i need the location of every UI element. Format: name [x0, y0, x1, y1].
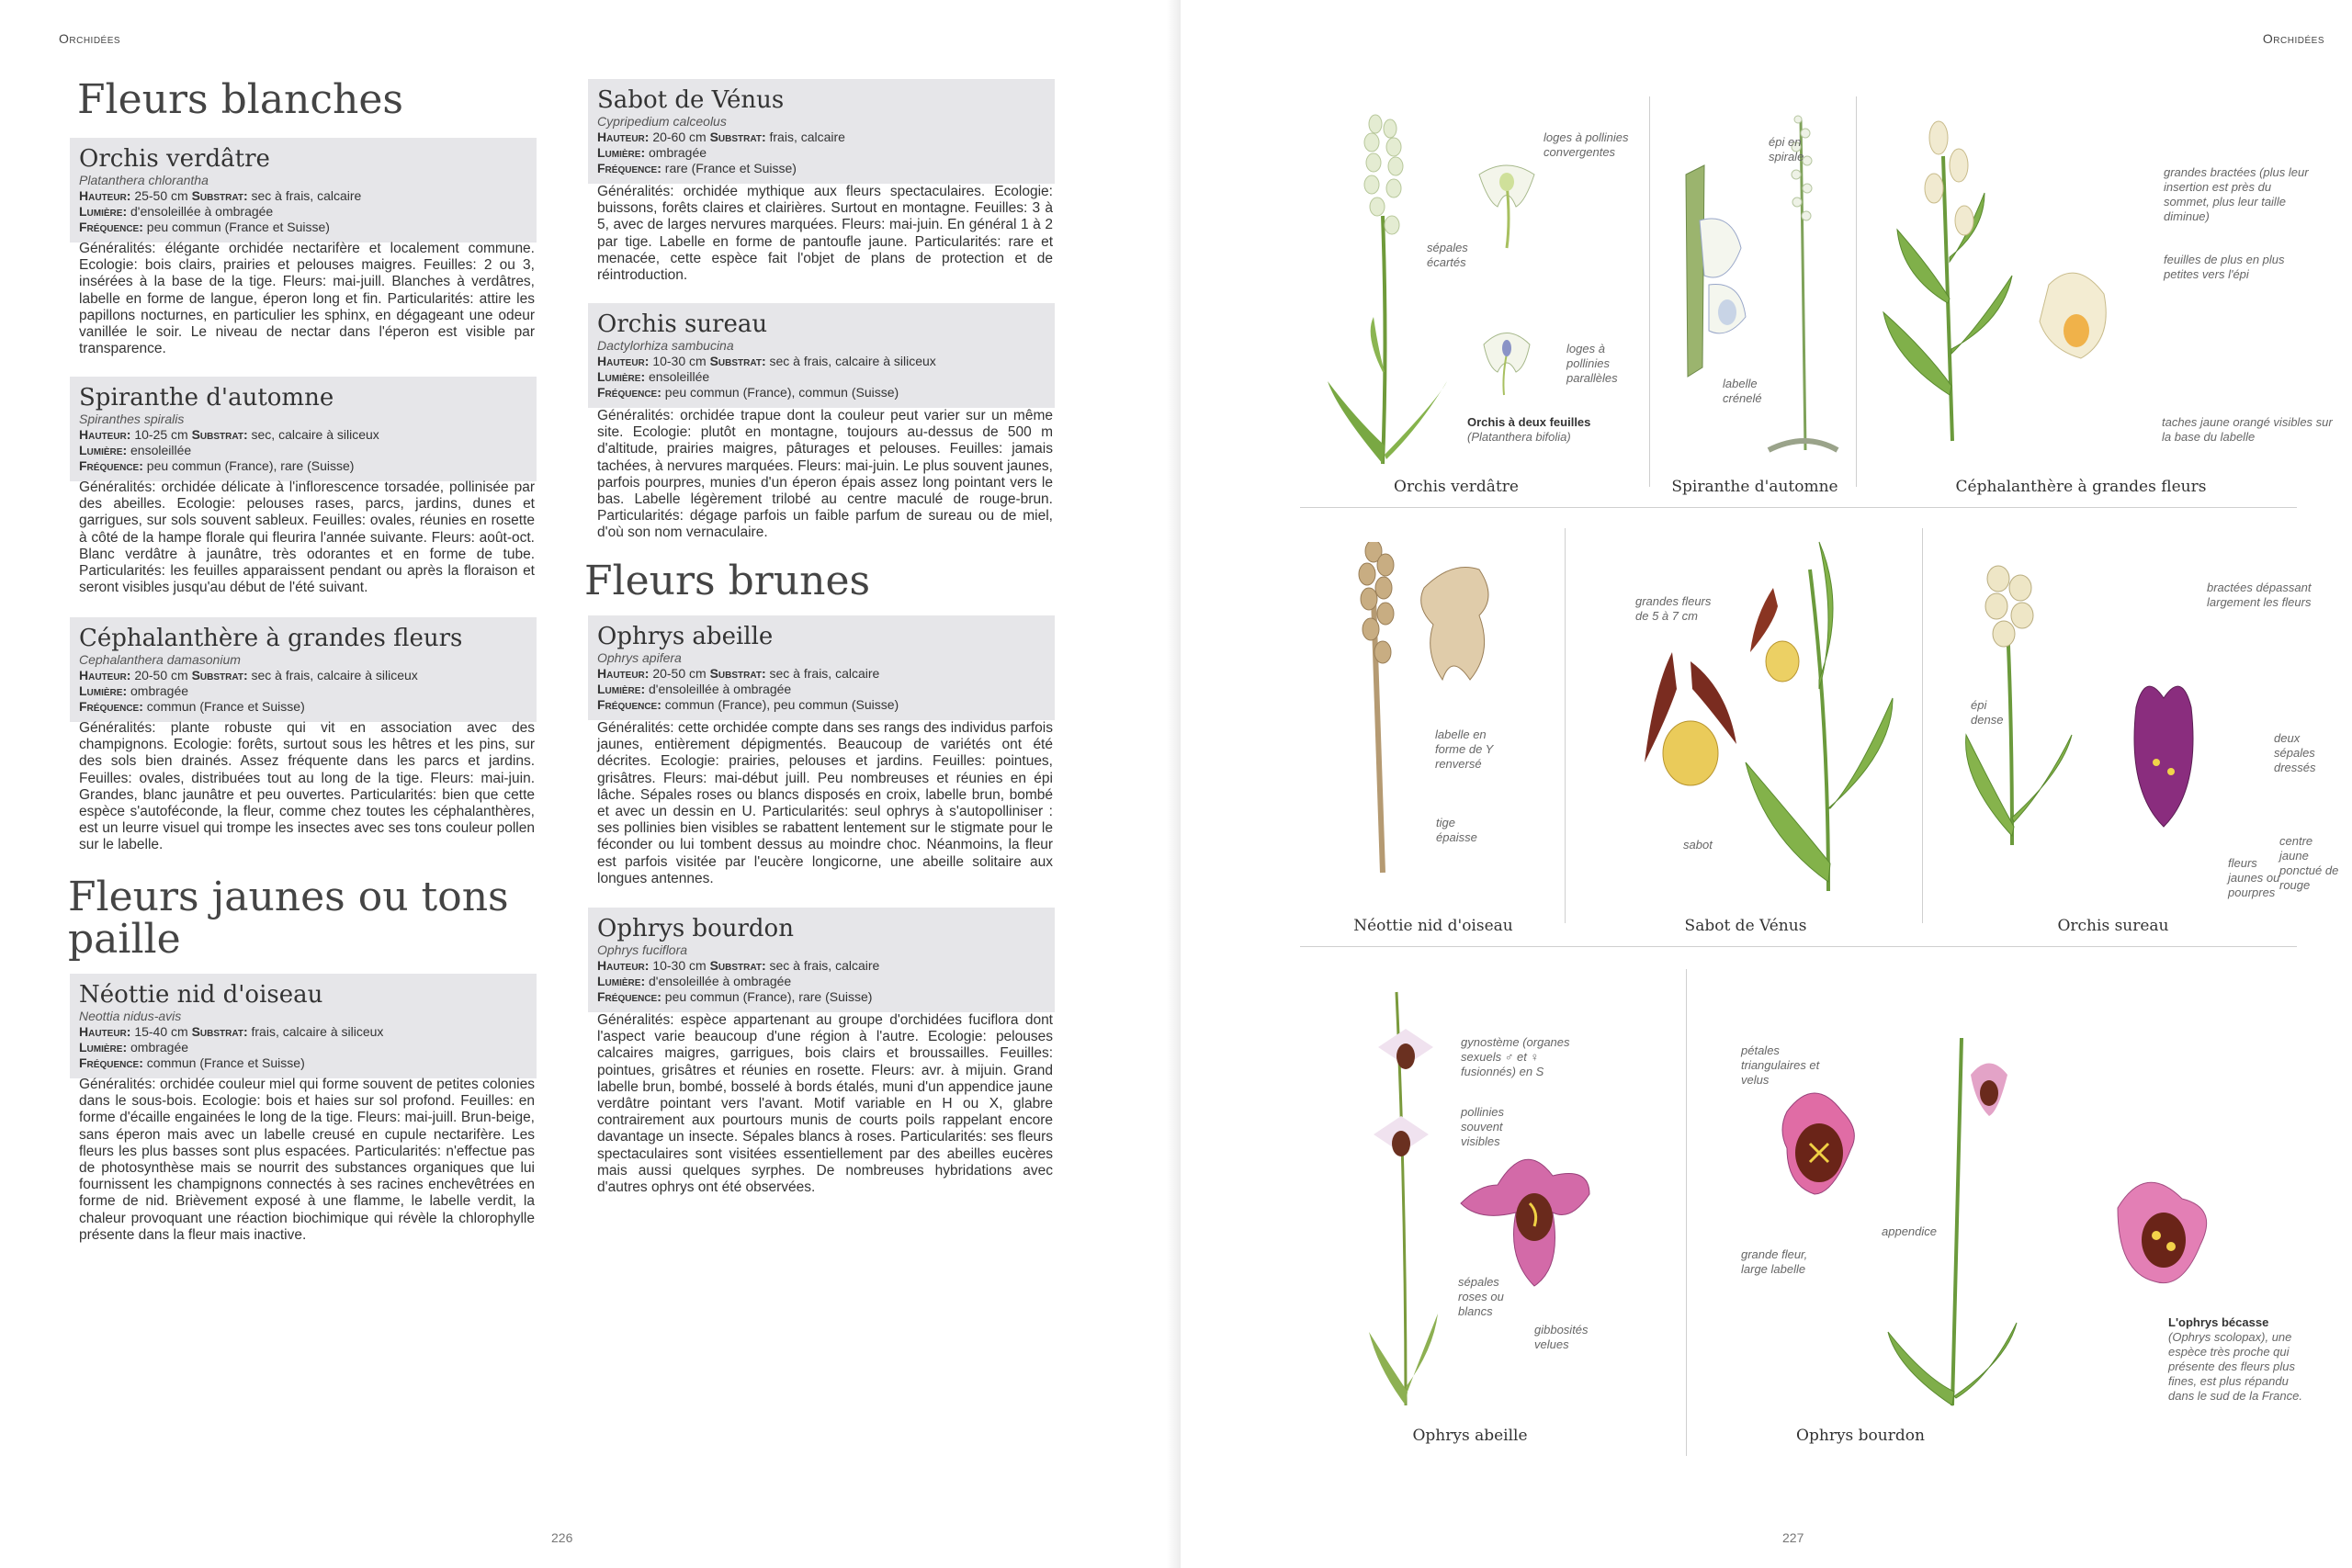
species-meta — [79, 1055, 527, 1071]
species-name: Ophrys abeille — [597, 623, 774, 650]
species-name: Ophrys bourdon — [597, 915, 794, 942]
illustration-neottie — [1341, 542, 1525, 882]
annotation: sépales écartés — [1427, 241, 1468, 269]
meta-key: Lumière: — [79, 443, 128, 457]
illustration-sabot — [1599, 533, 1902, 900]
meta-key: Fréquence: — [79, 458, 143, 473]
annotation: fleurs jaunes ou pourpres — [2228, 856, 2280, 899]
species-meta — [79, 204, 527, 220]
species-name: Orchis verdâtre — [79, 145, 270, 173]
bifolia-note — [1467, 415, 1623, 445]
species-meta — [79, 188, 527, 204]
meta-key: Lumière: — [79, 1040, 128, 1055]
meta-value: ombragée — [645, 145, 707, 160]
meta-value: 25-50 cm — [130, 188, 192, 203]
grid-rule — [1300, 507, 2297, 508]
illustration-sureau — [1943, 560, 2274, 909]
meta-key: Lumière: — [597, 369, 646, 384]
species-meta — [79, 1040, 527, 1055]
species-card-header — [588, 303, 1055, 408]
meta-value: sec, calcaire à siliceux — [247, 427, 379, 442]
species-card-header — [70, 377, 537, 481]
becasse-name: L'ophrys bécasse — [2168, 1315, 2269, 1329]
page-number-right: 227 — [1782, 1530, 1804, 1545]
meta-key: Fréquence: — [597, 161, 662, 175]
species-meta — [79, 458, 527, 474]
species-meta — [597, 369, 1046, 385]
species-description: Généralités: espèce appartenant au groupe d'orchidées fuciflora dont l'aspect varie beaucoup d'une région à l'autre. Ecologie: pelouses calcaires maigres, garrigues, bois clairs et broussailles. Feuilles: pointues, grisâtres et réunies en rosette. Fleurs: avr. à mijuin. Grand labelle brun, bombé, bosselé à bords étalés, muni d'un appendice jaune verdâtre pointant vers l'avant. Motif variable en H ou X, glabre contrairement aux pourtours munis de courts poils rappelant encore davantage un insecte. Sépales blancs à roses. Particularités: ses fleurs spectaculaires sont visitées essentiellement par des abeilles eucères mais aussi quelques syrphes. De nombreuses hybridations avec d'autres ophrys ont été observées. — [597, 1012, 1053, 1196]
meta-value: 20-50 cm — [130, 668, 192, 682]
grid-rule — [1565, 528, 1566, 923]
meta-value: sec à frais, calcaire à siliceux — [765, 354, 936, 368]
meta-key: Hauteur: — [79, 1024, 131, 1039]
annotation: grandes fleurs de 5 à 7 cm — [1635, 594, 1712, 623]
species-card-header — [70, 617, 537, 722]
running-head-left: Orchidées — [59, 31, 121, 46]
meta-key: Substrat: — [709, 666, 766, 681]
annotation: loges à pollinies parallèles — [1566, 342, 1618, 385]
species-meta — [79, 1024, 527, 1040]
species-name: Spiranthe d'automne — [79, 384, 334, 412]
annotation: sabot — [1683, 838, 1713, 852]
meta-value: rare (France et Suisse) — [661, 161, 797, 175]
running-head-right: Orchidées — [2262, 31, 2324, 46]
meta-key: Fréquence: — [79, 220, 143, 234]
meta-key: Hauteur: — [79, 427, 131, 442]
meta-value: sec à frais, calcaire à siliceux — [247, 668, 418, 682]
becasse-text: (Ophrys scolopax), une espèce très proche qui présente des fleurs plus fines, est plus répandu dans le sud de la France. — [2168, 1330, 2302, 1403]
species-card-header — [588, 615, 1055, 720]
annotation: labelle en forme de Y renversé — [1435, 728, 1494, 771]
meta-key: Lumière: — [597, 145, 646, 160]
species-name: Sabot de Vénus — [597, 86, 785, 114]
annotation: labelle crénelé — [1723, 377, 1762, 405]
meta-value: peu commun (France), rare (Suisse) — [661, 989, 873, 1004]
meta-key: Lumière: — [597, 974, 646, 988]
species-meta — [597, 666, 1046, 682]
annotation: loges à pollinies convergentes — [1544, 130, 1629, 159]
species-latin: Neottia nidus-avis — [79, 1009, 182, 1023]
meta-key: Hauteur: — [597, 354, 650, 368]
meta-key: Fréquence: — [597, 697, 662, 712]
meta-value: ensoleillée — [645, 369, 710, 384]
meta-value: 15-40 cm — [130, 1024, 192, 1039]
meta-key: Hauteur: — [79, 668, 131, 682]
species-description: Généralités: cette orchidée compte dans ses rangs des individus parfois jaunes, entièrement dépigmentés. Beaucoup de variétés ont été décrites. Ecologie: prairies, pelouses et jardins. Feuilles: pointues, grisâtres. Fleurs: mai-début juill. Peu nombreuses et réunies en épi lâche. Sépales roses ou blancs disposés en croix, labelle brun, bombé et avec un dessin en U. Particularités: seul ophrys à s'autopolliniser : ses pollinies bien visibles se rabattent lentement sur le stigmate pour le féconder ou lui tombent dessus au moindre choc. Néanmoins, la fleur est parfois visitée par l'eucère longicorne, une abeille solitaire aux longues antennes. — [597, 720, 1053, 886]
species-card-header — [588, 908, 1055, 1012]
species-latin: Cypripedium calceolus — [597, 114, 727, 129]
species-description: Généralités: orchidée mythique aux fleurs spectaculaires. Ecologie: buissons, forêts claires et clairières. Surtout en montagne. Feuilles: 3 à 5, avec de larges nervures marquées. Fleurs: mai-juin. En général 1 à 2 par tige. Labelle en forme de pantoufle jaune. Particularités: rare et menacée, cette espèce fait l'objet de plans de protection et de réintroduction. — [597, 184, 1053, 284]
annotation: centre jaune ponctué de rouge — [2279, 834, 2339, 892]
species-meta — [597, 354, 1046, 369]
species-meta — [79, 443, 527, 458]
species-meta — [597, 682, 1046, 697]
annotation: appendice — [1882, 1224, 1937, 1238]
meta-key: Hauteur: — [597, 666, 650, 681]
species-latin: Dactylorhiza sambucina — [597, 338, 734, 353]
species-meta — [597, 989, 1046, 1005]
annotation: pollinies souvent visibles — [1461, 1105, 1504, 1148]
species-description: Généralités: orchidée trapue dont la couleur peut varier sur un même site. Ecologie: plutôt en montagne, toujours au-dessus de 500 m d'altitude, prairies maigres, pâturages et pelouses. Feuilles: jamais tachées, à nervures marquées. Fleurs: mai-juin. Le plus souvent jaunes, parfois pourpres, munies d'un éperon épais assez long pointant vers le bas. Labelle légèrement trilobé au centre maculé de rouge-brun. Particularités: dégage parfois un faible parfum de sureau ou de miel, d'où son nom vernaculaire. — [597, 408, 1053, 541]
caption-sureau: Orchis sureau — [2057, 917, 2169, 935]
species-description: Généralités: plante robuste qui vit en association avec des champignons. Ecologie: forêts, surtout sous les hêtres et les pins, sur des sols bien drainés. Assez fréquente dans les parcs et jardins. Feuilles: ovales, distribuées tout au long de la tige. Fleurs: mai-juin. Grandes, blanc jaunâtre et peu ouvertes. Particularités: bien que cette espèce s'autoféconde, la fleur, comme chez toutes les céphalanthères, est un leurre visuel qui trompe les insectes avec ses tons couleur pollen sur le labelle. — [79, 720, 535, 853]
annotation: grande fleur, large labelle — [1741, 1247, 1808, 1276]
species-name: Néottie nid d'oiseau — [79, 981, 323, 1009]
species-card-header — [70, 138, 537, 243]
caption-ophrys-bourdon: Ophrys bourdon — [1796, 1427, 1925, 1445]
grid-rule — [1300, 946, 2297, 947]
meta-value: commun (France et Suisse) — [142, 699, 305, 714]
species-meta — [79, 683, 527, 699]
meta-key: Hauteur: — [79, 188, 131, 203]
meta-value: frais, calcaire — [765, 130, 845, 144]
annotation: gynostème (organes sexuels ♂ et ♀ fusionnés) en S — [1461, 1035, 1570, 1078]
meta-value: peu commun (France et Suisse) — [142, 220, 330, 234]
species-card-header — [588, 79, 1055, 184]
meta-key: Substrat: — [191, 668, 248, 682]
meta-key: Substrat: — [709, 354, 766, 368]
meta-value: commun (France et Suisse) — [142, 1055, 305, 1070]
grid-rule — [1686, 969, 1687, 1456]
meta-value: peu commun (France), commun (Suisse) — [661, 385, 899, 400]
grid-rule — [1856, 96, 1857, 487]
page-number-left: 226 — [551, 1530, 573, 1545]
meta-value: ombragée — [127, 683, 189, 698]
becasse-note — [2168, 1315, 2306, 1404]
species-description: Généralités: élégante orchidée nectarifère et localement commune. Ecologie: bois clairs, prairies et pelouses maigres. Feuilles: 2 ou 3, insérées à la base de la tige. Fleurs: mai-juill. Blanches à verdâtres, labelle en forme de langue, éperon long et fin. Particularités: attire les papillons nocturnes, en particulier les sphinx, en dégageant une odeur vanillée le soir. Le niveau de nectar dans l'éperon est visible par transparence. — [79, 241, 535, 357]
meta-key: Substrat: — [191, 1024, 248, 1039]
meta-value: frais, calcaire à siliceux — [247, 1024, 384, 1039]
meta-key: Fréquence: — [597, 989, 662, 1004]
species-latin: Spiranthes spiralis — [79, 412, 185, 426]
species-meta — [597, 958, 1046, 974]
caption-spiranthe: Spiranthe d'automne — [1671, 478, 1838, 496]
right-page — [1181, 0, 2352, 1568]
section-title-yellow: Fleurs jaunes ou tons paille — [68, 874, 509, 963]
meta-value: 10-30 cm — [649, 958, 710, 973]
illustration-cephalanthere — [1874, 119, 2187, 450]
species-name: Céphalanthère à grandes fleurs — [79, 625, 463, 652]
annotation: bractées dépassant largement les fleurs — [2207, 581, 2312, 609]
caption-cephalanthere: Céphalanthère à grandes fleurs — [1955, 478, 2207, 496]
annotation: taches jaune orangé visibles sur la base du labelle — [2162, 415, 2333, 444]
annotation: gibbosités velues — [1534, 1323, 1589, 1351]
annotation: épi dense — [1971, 698, 2004, 727]
meta-key: Fréquence: — [597, 385, 662, 400]
annotation: feuilles de plus en plus petites vers l'épi — [2164, 253, 2285, 281]
species-latin: Platanthera chlorantha — [79, 173, 209, 187]
caption-orchis-verdatre: Orchis verdâtre — [1394, 478, 1519, 496]
meta-value: peu commun (France), rare (Suisse) — [142, 458, 355, 473]
species-latin: Ophrys apifera — [597, 650, 682, 665]
species-meta — [597, 974, 1046, 989]
meta-key: Substrat: — [191, 427, 248, 442]
meta-key: Substrat: — [709, 958, 766, 973]
species-meta — [597, 161, 1046, 176]
meta-value: sec à frais, calcaire — [247, 188, 362, 203]
meta-key: Fréquence: — [79, 699, 143, 714]
annotation: épi en spirale — [1769, 135, 1804, 164]
species-meta — [79, 220, 527, 235]
meta-value: sec à frais, calcaire — [765, 958, 880, 973]
meta-value: d'ensoleillée à ombragée — [645, 974, 792, 988]
species-name: Orchis sureau — [597, 310, 768, 338]
meta-key: Substrat: — [709, 130, 766, 144]
species-latin: Ophrys fuciflora — [597, 942, 688, 957]
annotation: pétales triangulaires et velus — [1741, 1043, 1820, 1087]
species-meta — [597, 145, 1046, 161]
annotation: grandes bractées (plus leur insertion est près du sommet, plus leur taille diminue) — [2164, 165, 2309, 223]
meta-key: Hauteur: — [597, 130, 650, 144]
species-meta — [79, 668, 527, 683]
meta-value: commun (France), peu commun (Suisse) — [661, 697, 899, 712]
meta-value: sec à frais, calcaire — [765, 666, 880, 681]
meta-key: Hauteur: — [597, 958, 650, 973]
caption-sabot: Sabot de Vénus — [1684, 917, 1807, 935]
illustration-ophrys-becasse — [2109, 1171, 2219, 1300]
annotation: tige épaisse — [1436, 816, 1477, 844]
meta-key: Lumière: — [79, 683, 128, 698]
species-meta — [597, 697, 1046, 713]
section-title-brown: Fleurs brunes — [584, 558, 871, 604]
species-meta — [79, 699, 527, 715]
meta-value: 20-60 cm — [649, 130, 710, 144]
species-latin: Cephalanthera damasonium — [79, 652, 241, 667]
bifolia-latin: (Platanthera bifolia) — [1467, 430, 1571, 444]
species-card-header — [70, 974, 537, 1078]
species-description: Généralités: orchidée couleur miel qui forme souvent de petites colonies dans le sous-bois. Ecologie: bois et haies sur sol profond. Feuilles: en forme d'écaille engainées le long de la tige. Fleurs: mai-juill. Brun-beige, sans éperon mais avec un labelle creusé en cupule nectarifère. Les fleurs les plus basses sont plus espacées. Particularités: n'effectue pas de photosynthèse mais se nourrit des substances organiques que lui fournissent les champignons connectés à ses racines enchevêtrées en forme de nid. Brièvement exposé à une flamme, le labelle verdit, la chaleur provoquant une réaction biochimique qui révèle la chlorophylle présente dans la fleur mais inactive. — [79, 1077, 535, 1243]
meta-key: Lumière: — [597, 682, 646, 696]
meta-key: Lumière: — [79, 204, 128, 219]
meta-key: Substrat: — [191, 188, 248, 203]
meta-value: d'ensoleillée à ombragée — [127, 204, 274, 219]
section-title-white: Fleurs blanches — [77, 76, 403, 123]
meta-value: 20-50 cm — [649, 666, 710, 681]
meta-value: ombragée — [127, 1040, 189, 1055]
annotation: sépales roses ou blancs — [1458, 1275, 1504, 1318]
species-meta — [79, 427, 527, 443]
meta-value: d'ensoleillée à ombragée — [645, 682, 792, 696]
caption-ophrys-abeille: Ophrys abeille — [1412, 1427, 1528, 1445]
species-meta — [597, 385, 1046, 400]
grid-rule — [1922, 528, 1923, 923]
grid-rule — [1649, 96, 1650, 487]
species-meta — [597, 130, 1046, 145]
meta-value: 10-30 cm — [649, 354, 710, 368]
annotation: deux sépales dressés — [2274, 731, 2316, 774]
caption-neottie: Néottie nid d'oiseau — [1353, 917, 1513, 935]
meta-value: 10-25 cm — [130, 427, 192, 442]
meta-value: ensoleillée — [127, 443, 192, 457]
species-description: Généralités: orchidée délicate à l'inflorescence torsadée, pollinisée par des abeilles. Ecologie: pelouses rases, parcs, jardins, dunes et garrigues, sur sols souvent sableux. Feuilles: ovales, réunies en rosette à côté de la hampe florale qui fleurira l'année suivante. Fleurs: août-oct. Blanc verdâtre à jaunâtre, très odorantes et en forme de tube. Particularités: les feuilles apparaissent pendant ou après la floraison et seront visibles jusqu'au début de l'été suivant. — [79, 479, 535, 596]
meta-key: Fréquence: — [79, 1055, 143, 1070]
bifolia-title: Orchis à deux feuilles — [1467, 415, 1591, 429]
